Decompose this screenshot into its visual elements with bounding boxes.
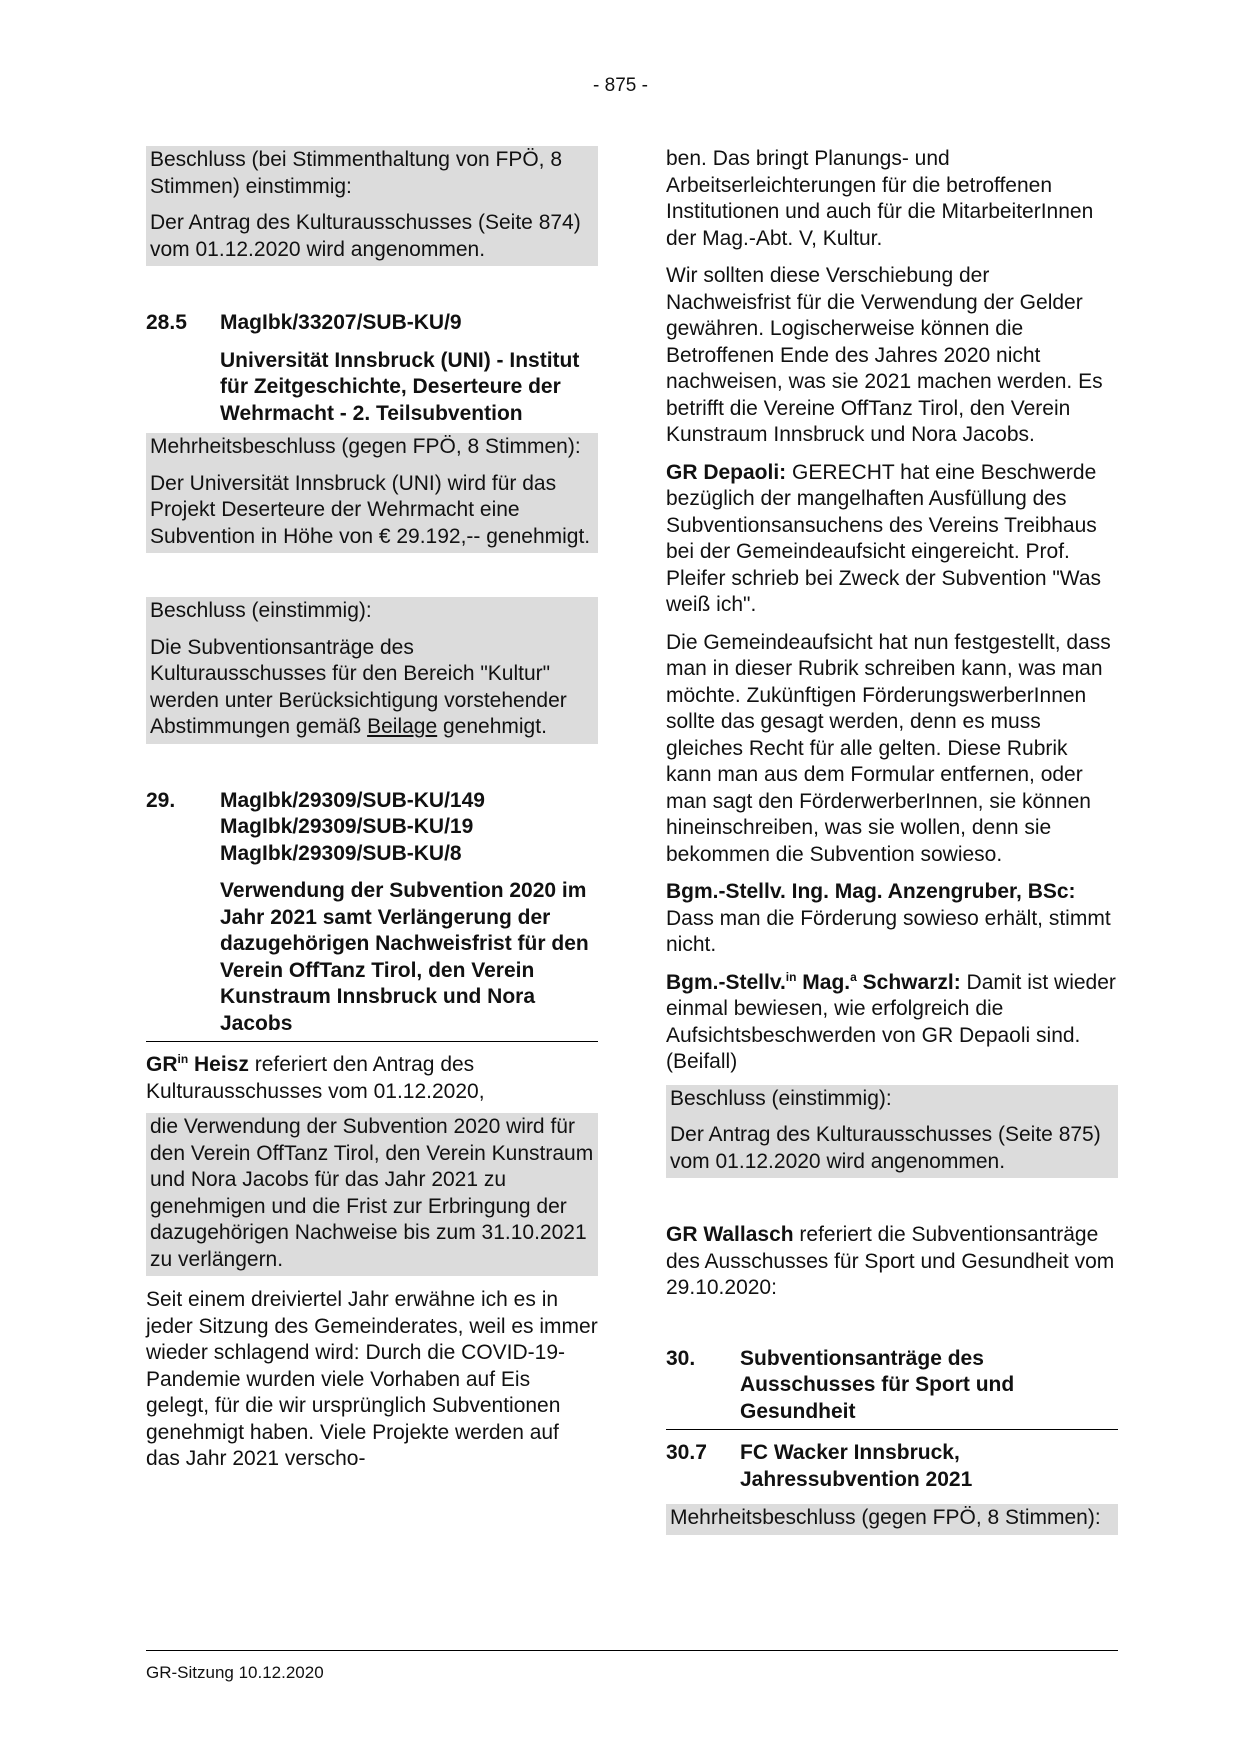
resolution-heading: Mehrheitsbeschluss (gegen FPÖ, 8 Stimmen): [150, 435, 581, 458]
resolution-text: Die Subventionsanträge des Kulturausschusses für den Bereich "Kultur" werden unter Berücksichtigung vorstehender Abstimmungen gemäß Beilage genehmigt. [150, 635, 567, 738]
item-code: MagIbk/29309/SUB-KU/149 [220, 788, 485, 812]
resolution-text: Der Universität Innsbruck (UNI) wird für das Projekt Deserteure der Wehrmacht eine Subvention in Höhe von € 29.192,-- genehmigt. [150, 471, 591, 548]
item-number: 28.5 [146, 311, 187, 334]
item-title: FC Wacker Innsbruck, Jahressubvention 2021 [740, 1441, 973, 1491]
resolution-box-5 [666, 1085, 1118, 1179]
item-title: Verwendung der Subvention 2020 im Jahr 2021 samt Verlängerung der dazugehörigen Nachweisfrist für den Verein OffTanz Tirol, den Verein Kunstraum Innsbruck und Nora Jacobs [146, 878, 598, 1042]
speaker-heisz: $GR^{in}$ Heisz referiert den Antrag des Kulturausschusses vom 01.12.2020, [146, 1052, 485, 1103]
item-number: 29. [146, 788, 176, 812]
resolution-box-3 [146, 597, 598, 744]
item-code: MagIbk/33207/SUB-KU/9 [220, 311, 462, 334]
item-number: 30.7 [666, 1441, 707, 1464]
motion-text: die Verwendung der Subvention 2020 wird für den Verein OffTanz Tirol, den Verein Kunstraum und Nora Jacobs für das Jahr 2021 zu genehmigen und die Frist zur Erbringung der dazugehörigen Nachweise bis zum 31.10.2021 zu verlängern. [150, 1115, 594, 1271]
body-paragraph: Seit einem dreiviertel Jahr erwähne ich es in jeder Sitzung des Gemeinderates, weil es immer wieder schlagend wird: Durch die COVID-19-Pandemie wurden viele Vorhaben auf Eis gelegt, für die wir ursprünglich Subventionen genehmigt haben. Viele Projekte werden auf das Jahr 2021 verscho- [146, 1288, 598, 1470]
footer-text: GR-Sitzung 10.12.2020 [146, 1663, 324, 1682]
beilage-link[interactable]: Beilage [367, 715, 438, 738]
page-number: - 875 - [593, 75, 648, 96]
agenda-item-28-5 [146, 310, 598, 337]
speaker-schwarzl: Bgm.-Stellv.$^{in}$ Mag.$^a$ Schwarzl: Damit ist wieder einmal bewiesen, wie erfolgreich die Aufsichtsbeschwerden von GR Depaoli sind. (Beifall) [666, 969, 1116, 1073]
item-code: MagIbk/29309/SUB-KU/19 [220, 815, 474, 838]
speaker-wallasch: GR Wallasch referiert die Subventionsanträge des Ausschusses für Sport und Gesundheit vom 29.10.2020: [666, 1223, 1115, 1299]
body-paragraph: ben. Das bringt Planungs- und Arbeitserleichterungen für die betroffenen Institutionen und auch für die MitarbeiterInnen der Mag.-Abt. V, Kultur. [666, 147, 1094, 250]
resolution-box-2 [146, 433, 598, 553]
resolution-heading: Beschluss (einstimmig): [150, 599, 372, 622]
resolution-box-6 [666, 1504, 1118, 1535]
resolution-heading: Beschluss (einstimmig): [670, 1086, 892, 1110]
body-paragraph: Wir sollten diese Verschiebung der Nachweisfrist für die Verwendung der Gelder gewähren. Logischerweise können die Betroffenen Ende des Jahres 2020 nicht nachweisen, was sie 2021 machen werden. Es betrifft die Vereine OffTanz Tirol, den Verein Kunstraum Innsbruck und Nora Jacobs. [666, 264, 1103, 446]
resolution-text: Der Antrag des Kulturausschusses (Seite 875) vom 01.12.2020 wird angenommen. [670, 1123, 1101, 1173]
footer-divider [146, 1650, 1118, 1651]
resolution-text: Der Antrag des Kulturausschusses (Seite 874) vom 01.12.2020 wird angenommen. [150, 211, 581, 261]
item-code: MagIbk/29309/SUB-KU/8 [220, 841, 462, 865]
motion-box [146, 1113, 598, 1276]
right-column [666, 146, 1118, 1535]
item-number: 30. [666, 1346, 696, 1370]
resolution-heading: Mehrheitsbeschluss (gegen FPÖ, 8 Stimmen): [670, 1506, 1101, 1529]
agenda-item-30 [666, 1346, 1118, 1431]
item-title: Subventionsanträge des Ausschusses für Sport und Gesundheit [740, 1346, 1015, 1423]
agenda-item-29 [146, 788, 598, 868]
body-paragraph: Die Gemeindeaufsicht hat nun festgestellt, dass man in dieser Rubrik schreiben kann, was man möchte. Zukünftigen FörderungswerberInnen sollte das gesagt werden, denn es muss gleiches Recht für alle gelten. Diese Rubrik kann man aus dem Formular entfernen, oder man sagt den FörderwerberInnen, sie können hineinschreiben, was sie wollen, denn sie bekommen die Subvention sowieso. [666, 630, 1111, 866]
speaker-anzengruber: Bgm.-Stellv. Ing. Mag. Anzengruber, BSc: Dass man die Förderung sowieso erhält, stimmt nicht. [666, 880, 1111, 956]
resolution-heading: Beschluss (bei Stimmenthaltung von FPÖ, 8 Stimmen) einstimmig: [150, 148, 563, 198]
resolution-box-1 [146, 146, 598, 266]
item-title: Universität Innsbruck (UNI) - Institut für Zeitgeschichte, Deserteure der Wehrmacht - 2. Teilsubvention [220, 348, 580, 425]
speaker-depaoli: GR Depaoli: GERECHT hat eine Beschwerde bezüglich der mangelhaften Ausfüllung des Subventionsansuchens des Vereins Treibhaus bei der Gemeindeaufsicht eingereicht. Prof. Pleifer schrieb bei Zweck der Subvention "Was weiß ich". [666, 460, 1102, 616]
agenda-item-30-7 [666, 1440, 1118, 1493]
left-column [146, 146, 598, 1473]
